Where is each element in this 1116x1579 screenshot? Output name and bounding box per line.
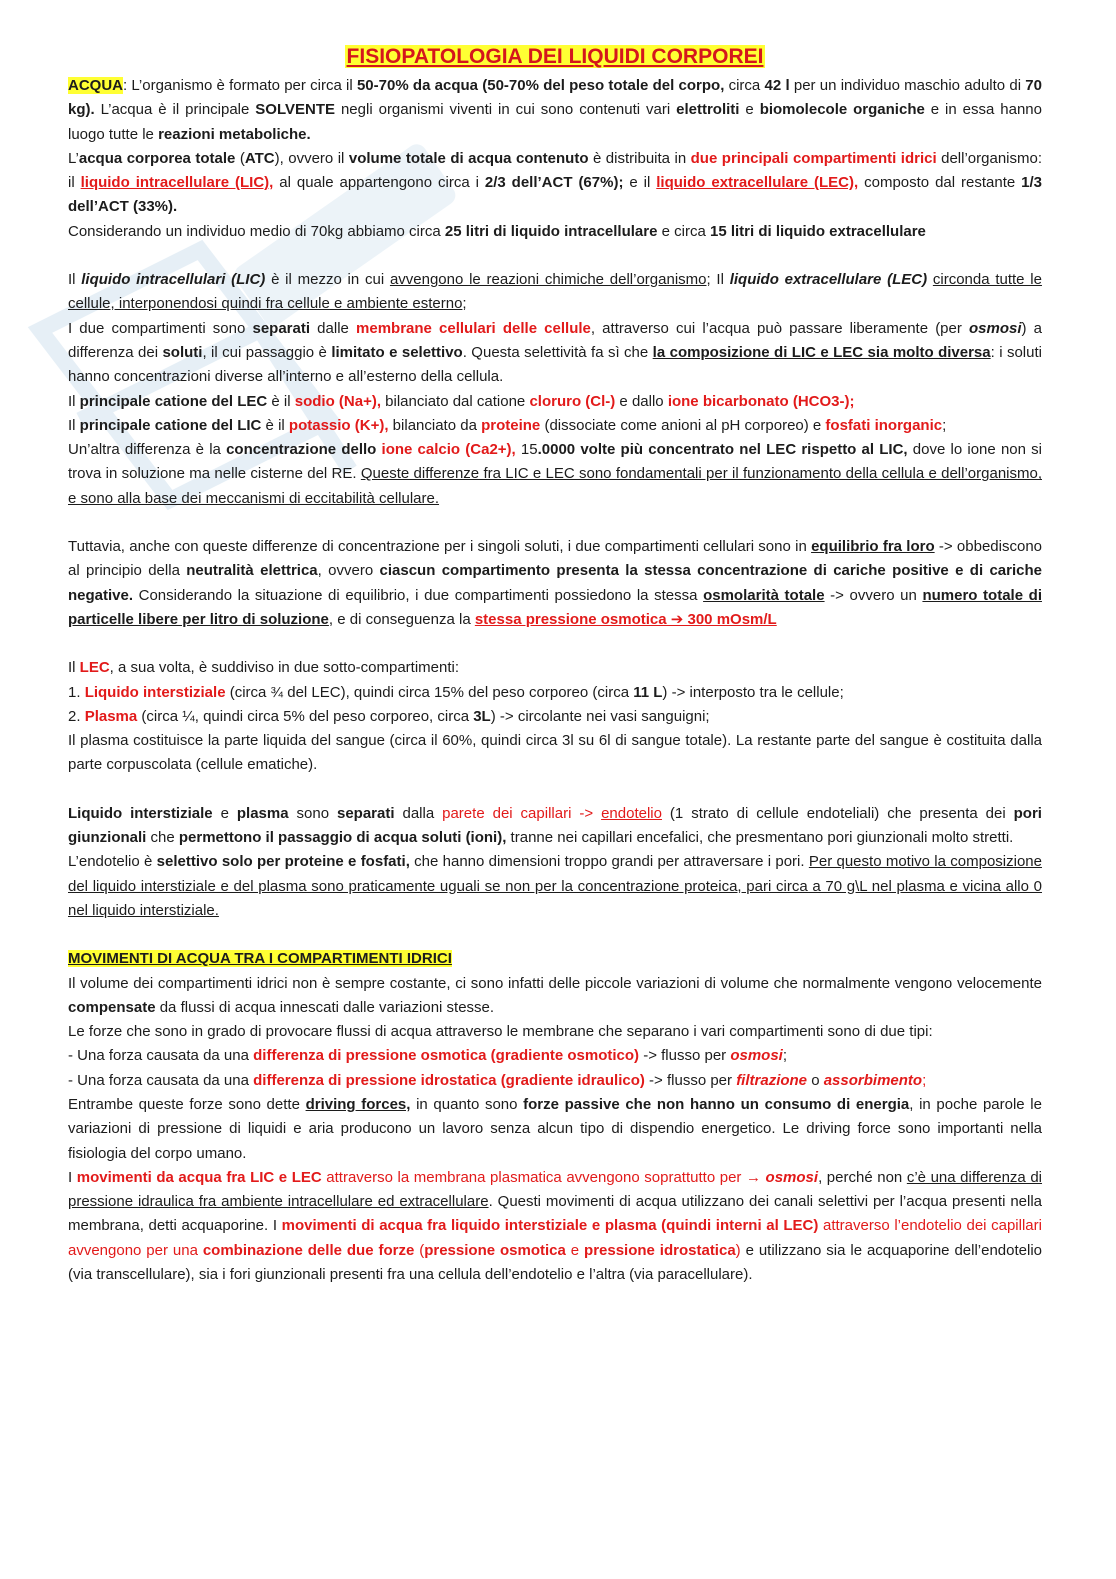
text-run: ) -> interposto tra le cellule; <box>662 683 844 701</box>
text-run: ione calcio (Ca2+), <box>381 441 516 459</box>
paragraph <box>68 1044 1042 1068</box>
text-run: . Questa selettività fa sì che <box>462 343 653 361</box>
text-run: dell’organismo: il <box>68 149 1043 192</box>
text-run: , attraverso cui l’acqua può passare liberamente (per <box>590 319 970 337</box>
text-run: per un individuo maschio adulto di <box>789 77 1026 94</box>
text-run: osmosi <box>765 1168 819 1186</box>
text-run: elettroliti <box>676 101 740 119</box>
text-run: Il volume dei compartimenti idrici non è sempre costante, ci sono infatti delle piccole variazioni di volume che normalmente vengono velocemente <box>68 974 1042 992</box>
text-run: Il plasma costituisce la parte liquida del sangue (circa il 60%, quindi circa 3l su 6l di sangue totale). La restante parte del sangue è costituita dalla parte corpuscolata (cellule ematiche). <box>68 732 1042 774</box>
paragraph-gap <box>68 244 1042 268</box>
text-run: ) a differenza dei <box>68 319 1043 361</box>
text-run: separati <box>336 804 395 822</box>
text-run: L’acqua è il principale <box>94 101 256 119</box>
text-run: Il <box>68 659 80 677</box>
text-run: ione bicarbonato (HCO3-); <box>667 392 855 410</box>
text-run: liquido intracellulari (LIC) <box>81 271 266 289</box>
text-run: parete dei capillari -> <box>442 804 594 822</box>
text-run: Liquido interstiziale <box>84 683 226 701</box>
text-run: ( <box>235 149 245 167</box>
text-run: 70 kg). <box>68 77 1042 119</box>
paragraph <box>68 317 1042 390</box>
text-run: equilibrio fra loro <box>811 538 935 556</box>
text-run: driving forces, <box>305 1095 411 1113</box>
text-run: , ovvero <box>317 562 380 580</box>
text-run: dalle <box>310 319 357 337</box>
paragraph-gap <box>68 923 1042 947</box>
text-run: che <box>146 829 179 847</box>
paragraph <box>68 74 1042 147</box>
text-run: e circa <box>657 222 710 240</box>
text-run: al quale appartengono circa i <box>273 174 485 192</box>
text-run: composto dal restante <box>858 174 1022 192</box>
title-text: FISIOPATOLOGIA DEI LIQUIDI CORPOREI <box>346 45 764 68</box>
paragraph <box>68 220 1042 244</box>
paragraph <box>68 1069 1042 1093</box>
text-run: osmosi <box>730 1047 783 1065</box>
text-run: circonda tutte le cellule, interponendosi quindi fra cellule e ambiente esterno <box>68 271 1042 313</box>
text-run: , il cui passaggio è <box>202 343 332 361</box>
text-run: SOLVENTE <box>255 101 336 119</box>
text-run: 25 litri di liquido intracellulare <box>444 222 658 240</box>
text-run: attraverso l’endotelio dei capillari avvengono per una <box>68 1217 1042 1259</box>
text-run: combinazione delle due forze <box>202 1241 415 1259</box>
text-run: numero totale di particelle libere per litro di soluzione <box>68 586 1042 628</box>
text-run: e il <box>623 174 657 192</box>
text-run: reazioni metaboliche. <box>158 125 311 143</box>
text-run: pressione osmotica <box>424 1241 566 1259</box>
text-run: ; Il <box>706 271 730 289</box>
text-run: c’è una differenza di pressione idraulica fra ambiente intracellulare ed extracellulare <box>68 1168 1043 1211</box>
text-run: I due compartimenti sono <box>68 319 253 337</box>
text-run: forze passive che non hanno un consumo di energia <box>523 1095 910 1113</box>
text-run: limitato e selettivo <box>331 343 463 361</box>
text-run: movimenti da acqua fra LIC e LEC <box>76 1168 322 1186</box>
text-run: .0000 volte più concentrato nel LEC rispetto al LIC, <box>537 441 908 459</box>
paragraph <box>68 729 1042 778</box>
text-run: Queste differenze fra LIC e LEC sono fondamentali per il funzionamento della cellula e dell’organismo, e sono alla base dei meccanismi di eccitabilità cellulare. <box>68 465 1042 507</box>
text-run: permettono il passaggio di acqua soluti (ioni), <box>178 829 507 847</box>
text-run: assorbimento <box>823 1071 923 1089</box>
paragraph <box>68 972 1042 1021</box>
text-run: (dissociate come anioni al pH corporeo) e <box>540 416 826 434</box>
text-run: 15 litri di liquido extracellulare <box>709 222 926 240</box>
text-run: Tuttavia, anche con queste differenze di concentrazione per i singoli soluti, i due compartimenti cellulari sono in <box>68 538 812 556</box>
text-run: ; <box>922 1071 927 1089</box>
text-run: Un’altra differenza è la <box>68 441 227 459</box>
text-run: e <box>565 1241 585 1259</box>
paragraph <box>68 1020 1042 1044</box>
text-run: fosfati inorganic <box>825 416 943 434</box>
text-run: (1 strato di cellule endoteliali) che presenta dei <box>661 804 1014 822</box>
text-run: volume totale di acqua contenuto <box>348 149 589 167</box>
text-run: stessa pressione osmotica ➔ 300 mOsm/L <box>474 610 777 628</box>
text-run: attraverso la membrana plasmatica avvengono soprattutto per → <box>321 1168 766 1186</box>
text-run: , a sua volta, è suddiviso in due sotto-compartimenti: <box>109 659 460 677</box>
text-run: 50-70% da acqua (50-70% del peso totale del corpo, <box>356 77 725 94</box>
text-run: 3L <box>473 707 491 725</box>
paragraph <box>68 438 1042 511</box>
text-run: ; <box>942 416 947 434</box>
text-run: , in poche parole le variazioni di pressione di liquidi e aria producono un lavoro senza alcun tipo di dispendio energetico. Le driving force sono importanti nella fisiologia del corpo umano. <box>68 1095 1042 1162</box>
text-run: 15 <box>515 441 538 459</box>
text-run: (circa ¾ del LEC), quindi circa 15% del peso corporeo (circa <box>225 683 634 701</box>
text-run: Considerando un individuo medio di 70kg abbiamo circa <box>68 222 445 240</box>
text-run: proteine <box>481 416 541 434</box>
text-run: bilanciato dal catione <box>381 392 530 410</box>
text-run: e dallo <box>615 392 668 410</box>
paragraph <box>68 268 1042 317</box>
text-run: sodio (Na+), <box>294 392 381 410</box>
text-run: . Questi movimenti di acqua utilizzano dei canali selettivi per l’acqua presenti nella membrana, detti acquaporine. I <box>68 1193 1043 1235</box>
text-run: endotelio <box>601 804 662 822</box>
text-run: ATC <box>244 149 275 167</box>
text-run: -> obbediscono al principio della <box>68 538 1042 580</box>
paragraph <box>68 656 1042 680</box>
text-run: differenza di pressione osmotica (gradiente osmotico) <box>253 1047 640 1065</box>
text-run: principale catione del LEC <box>79 392 268 410</box>
text-run: soluti <box>162 343 203 361</box>
text-run: Il <box>68 392 80 410</box>
text-run: ( <box>414 1241 425 1259</box>
text-run: L’ <box>68 149 79 167</box>
text-run: avvengono le reazioni chimiche dell’organismo <box>389 271 707 289</box>
text-run: pressione idrostatica <box>584 1241 736 1259</box>
text-run: è distribuita in <box>588 149 691 167</box>
text-run: che hanno dimensioni troppo grandi per attraversare i pori. <box>409 853 809 871</box>
text-run: o <box>807 1071 824 1089</box>
text-run: e in essa hanno luogo tutte le <box>68 101 1042 143</box>
text-run: potassio (K+), <box>288 416 389 434</box>
text-run: liquido extracellulare (LEC), <box>656 174 859 192</box>
text-run: - Una forza causata da una <box>68 1071 254 1089</box>
paragraph <box>68 947 1042 971</box>
text-run: principale catione del LIC <box>79 416 262 434</box>
text-run: osmolarità totale <box>703 586 825 604</box>
text-run: Il <box>68 271 82 289</box>
text-run: 2. <box>68 707 85 725</box>
text-run: ACQUA <box>68 77 123 94</box>
document-title <box>68 44 1042 70</box>
text-run: , perché non <box>818 1168 907 1186</box>
text-run: -> flusso per <box>639 1047 731 1065</box>
text-run: -> flusso per <box>644 1071 737 1089</box>
text-run: , e di conseguenza la <box>328 610 475 628</box>
paragraph <box>68 1166 1042 1287</box>
text-run: ciascun compartimento presenta la stessa concentrazione di cariche positive e di cariche negative. <box>68 562 1042 604</box>
text-run: dalla <box>394 804 443 822</box>
paragraph <box>68 850 1042 923</box>
text-run: Il <box>68 416 80 434</box>
text-run: filtrazione <box>736 1071 808 1089</box>
text-run: 1/3 dell’ACT (33%). <box>68 174 1043 216</box>
text-run: Liquido interstiziale <box>68 804 213 822</box>
document-page <box>68 44 1042 1287</box>
text-run: bilanciato da <box>388 416 482 434</box>
paragraph-gap <box>68 511 1042 535</box>
text-run: ) -> circolante nei vasi sanguigni; <box>490 707 710 725</box>
text-run: ) <box>735 1241 741 1259</box>
paragraph <box>68 414 1042 438</box>
text-run: differenza di pressione idrostatica (gradiente idraulico) <box>253 1071 645 1089</box>
paragraph <box>68 147 1042 220</box>
text-run: circa <box>724 77 765 94</box>
text-run: -> ovvero un <box>824 586 923 604</box>
text-run: in quanto sono <box>410 1095 524 1113</box>
text-run: 1. <box>68 683 85 701</box>
text-run: movimenti di acqua fra liquido interstiziale e plasma (quindi interni al LEC) <box>281 1217 819 1235</box>
paragraph-gap <box>68 632 1042 656</box>
text-run: I <box>68 1168 77 1186</box>
text-run: compensate <box>68 998 156 1016</box>
text-run: la composizione di LIC e LEC sia molto diversa <box>652 343 991 361</box>
paragraph <box>68 535 1042 632</box>
text-run: pori giunzionali <box>68 804 1042 847</box>
text-run: liquido intracellulare (LIC), <box>80 174 274 192</box>
text-run: e <box>212 804 237 822</box>
text-run: biomolecole organiche <box>759 101 925 119</box>
document-body <box>68 74 1042 1287</box>
paragraph <box>68 390 1042 414</box>
text-run: dove lo ione non si trova in soluzione ma nelle cisterne del RE. <box>68 441 1042 483</box>
text-run: osmosi <box>969 319 1022 337</box>
text-run: Considerando la situazione di equilibrio, i due compartimenti possiedono la stessa <box>133 586 704 604</box>
text-run: 2/3 dell’ACT (67%); <box>484 174 624 192</box>
paragraph <box>68 681 1042 705</box>
text-run: Plasma <box>84 707 138 725</box>
text-run: concentrazione dello <box>226 441 377 459</box>
text-run: e utilizzano sia le acquaporine dell’endotelio (via transcellulare), sia i fori giunzionali presenti fra una cellula dell’endotelio e l’altra (via paracellulare). <box>68 1241 1043 1284</box>
text-run: da flussi di acqua innescati dalle variazioni stesse. <box>155 998 495 1016</box>
text-run: : L’organismo è formato per circa il <box>123 77 357 94</box>
text-run: è il <box>261 416 289 434</box>
text-run: Per questo motivo la composizione del liquido interstiziale e del plasma sono praticamente uguali se non per la concentrazione proteica, pari circa a 70 g\L nel plasma e vicina allo 0 nel liquido interstiziale. <box>68 853 1042 919</box>
text-run: due principali compartimenti idrici <box>690 149 937 167</box>
text-run: Le forze che sono in grado di provocare flussi di acqua attraverso le membrane che separano i vari compartimenti sono di due tipi: <box>68 1023 933 1041</box>
text-run: liquido extracellulare (LEC) <box>729 271 928 289</box>
text-run: tranne nei capillari encefalici, che presmentano pori giunzionali molto stretti. <box>506 829 1014 847</box>
text-run: (circa ¼, quindi circa 5% del peso corporeo, circa <box>137 707 474 725</box>
text-run: LEC <box>79 659 110 677</box>
text-run: cloruro (Cl-) <box>529 392 616 410</box>
text-run: plasma <box>236 804 289 822</box>
text-run: Entrambe queste forze sono dette <box>68 1095 306 1113</box>
paragraph-gap <box>68 778 1042 802</box>
text-run: separati <box>252 319 311 337</box>
text-run: MOVIMENTI DI ACQUA TRA I COMPARTIMENTI IDRICI <box>68 950 452 968</box>
text-run: - Una forza causata da una <box>68 1047 254 1065</box>
text-run: acqua corporea totale <box>78 149 236 167</box>
text-run: e <box>739 101 760 119</box>
text-run: 11 L <box>633 683 663 701</box>
text-run: : i soluti hanno concentrazioni diverse all’interno e all’esterno della cellula. <box>68 343 1042 386</box>
paragraph <box>68 1093 1042 1166</box>
paragraph <box>68 802 1042 851</box>
text-run: è il <box>267 392 295 410</box>
text-run: ), ovvero il <box>274 149 349 167</box>
text-run <box>593 805 601 822</box>
text-run: sono <box>288 804 337 822</box>
text-run: ; <box>782 1047 788 1065</box>
text-run: è il mezzo in cui <box>265 271 390 289</box>
paragraph <box>68 705 1042 729</box>
text-run: ; <box>462 295 467 313</box>
text-run: neutralità elettrica <box>186 562 318 580</box>
text-run: 42 l <box>764 77 790 94</box>
text-run: membrane cellulari delle cellule <box>356 319 591 337</box>
text-run: L’endotelio è <box>68 853 157 871</box>
text-run: negli organismi viventi in cui sono contenuti vari <box>335 101 677 119</box>
text-run: selettivo solo per proteine e fosfati, <box>156 853 410 871</box>
